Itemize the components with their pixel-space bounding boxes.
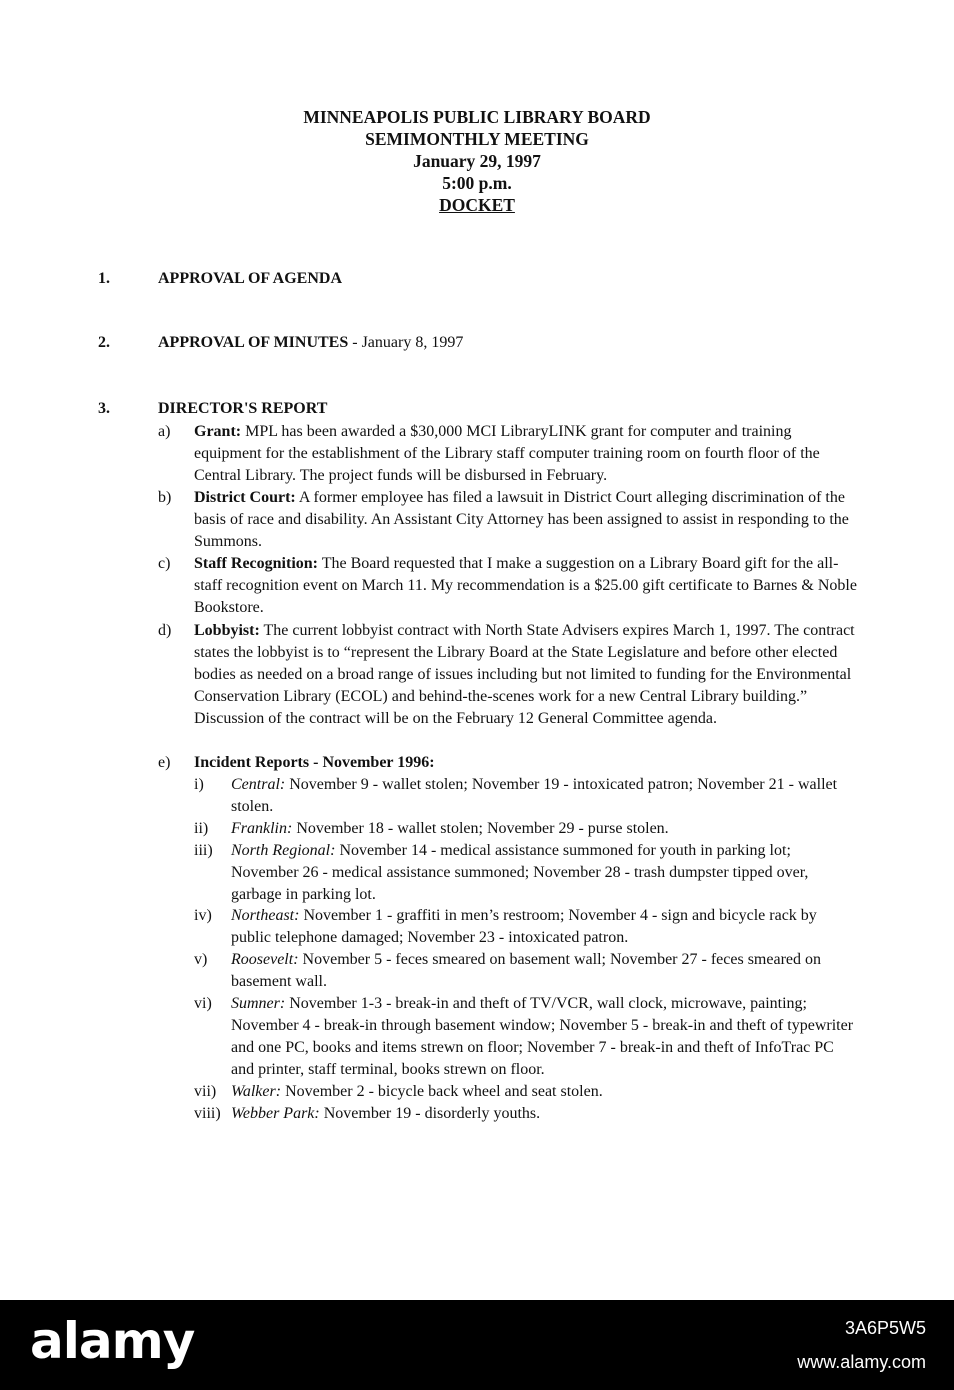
site-url: www.alamy.com	[797, 1352, 926, 1372]
item-number: 3.	[98, 400, 110, 417]
header-meeting-type: SEMIMONTHLY MEETING	[365, 129, 589, 149]
stock-photo-banner	[0, 1300, 954, 1390]
docket-header	[0, 106, 954, 216]
item-title: APPROVAL OF AGENDA	[158, 270, 343, 287]
item-title: APPROVAL OF MINUTES - January 8, 1997	[158, 334, 464, 351]
item-number: 1.	[98, 270, 110, 287]
header-organization: MINNEAPOLIS PUBLIC LIBRARY BOARD	[303, 107, 651, 127]
item-title: DIRECTOR'S REPORT	[158, 400, 328, 417]
header-date: January 29, 1997	[413, 151, 541, 171]
document-page: MINNEAPOLIS PUBLIC LIBRARY BOARD SEMIMONTHLY MEETING January 29, 1997 5:00 p.m. DOCKET 1. APPROVAL OF AGENDA 2. APPROVAL OF MINUTES - January 8, 1997 3. DIRECTOR'S REPORT a) Grant: MPL has been awarded a $30,000 MCI LibraryLINK grant for computer and training equipment for the establishment of the Library staff computer training room on fourth floor of the Central Library. The project funds will be disbursed in February. b) District Court: A former employee has filed a lawsuit in District Court alleging discrimination of the basis of race and disability. An Assistant City Attorney has been assigned to assist in responding to the Summons. c) Staff Recognition: The Board requested that I make a suggestion on a Library Board gift for the all-staff recognition event on March 11. My recommendation is a $25.00 gift certificate to Barnes & Noble Bookstore. d) Lobbyist: The current lobbyist contract with North State Advisers expires March 1, 1997. The contract states the lobbyist is to “represent the Library Board at the State Legislature and before other elected bodies as needed on a broad range of issues including but not limited to funding for the Environmental Conservation Library (ECOL) and behind-the-scenes work for a new Central Library building.” Discussion of the contract will be on the February 12 General Committee agenda. e) Incident Reports - November 1996: i) Central: November 9 - wallet stolen; November 19 - intoxicated patron; November 21 - wallet stolen. ii) Franklin: November 18 - wallet stolen; November 29 - purse stolen. iii) North Regional: November 14 - medical assistance summoned for youth in parking lot; November 26 - medical assistance summoned; November 28 - trash dumpster tipped over, garbage in parking lot. iv) Northeast: November 1 - graffiti in men’s restroom; November 4 - sign and bicycle rack by public telephone damaged; November 23 - intoxicated patron. v) Roosevelt: November 5 - feces smeared on basement wall; November 27 - feces smeared on basement wall. vi) Sumner: November 1-3 - break-in and theft of TV/VCR, wall clock, microwave, painting; November 4 - break-in through basement window; November 5 - break-in and theft of typewriter and one PC, books and items strewn on floor; November 7 - break-in and theft of InfoTrac PC and printer, staff terminal, books strewn on floor. vii) Walker: November 2 - bicycle back wheel and seat stolen. viii) Webber Park: November 19 - disorderly youths.	[0, 0, 954, 1300]
image-code: 3A6P5W5	[844, 1318, 926, 1338]
alamy-logo: alamy	[30, 1312, 195, 1370]
header-docket: DOCKET	[439, 195, 515, 215]
item-number: 2.	[98, 334, 110, 351]
header-time: 5:00 p.m.	[442, 173, 512, 193]
